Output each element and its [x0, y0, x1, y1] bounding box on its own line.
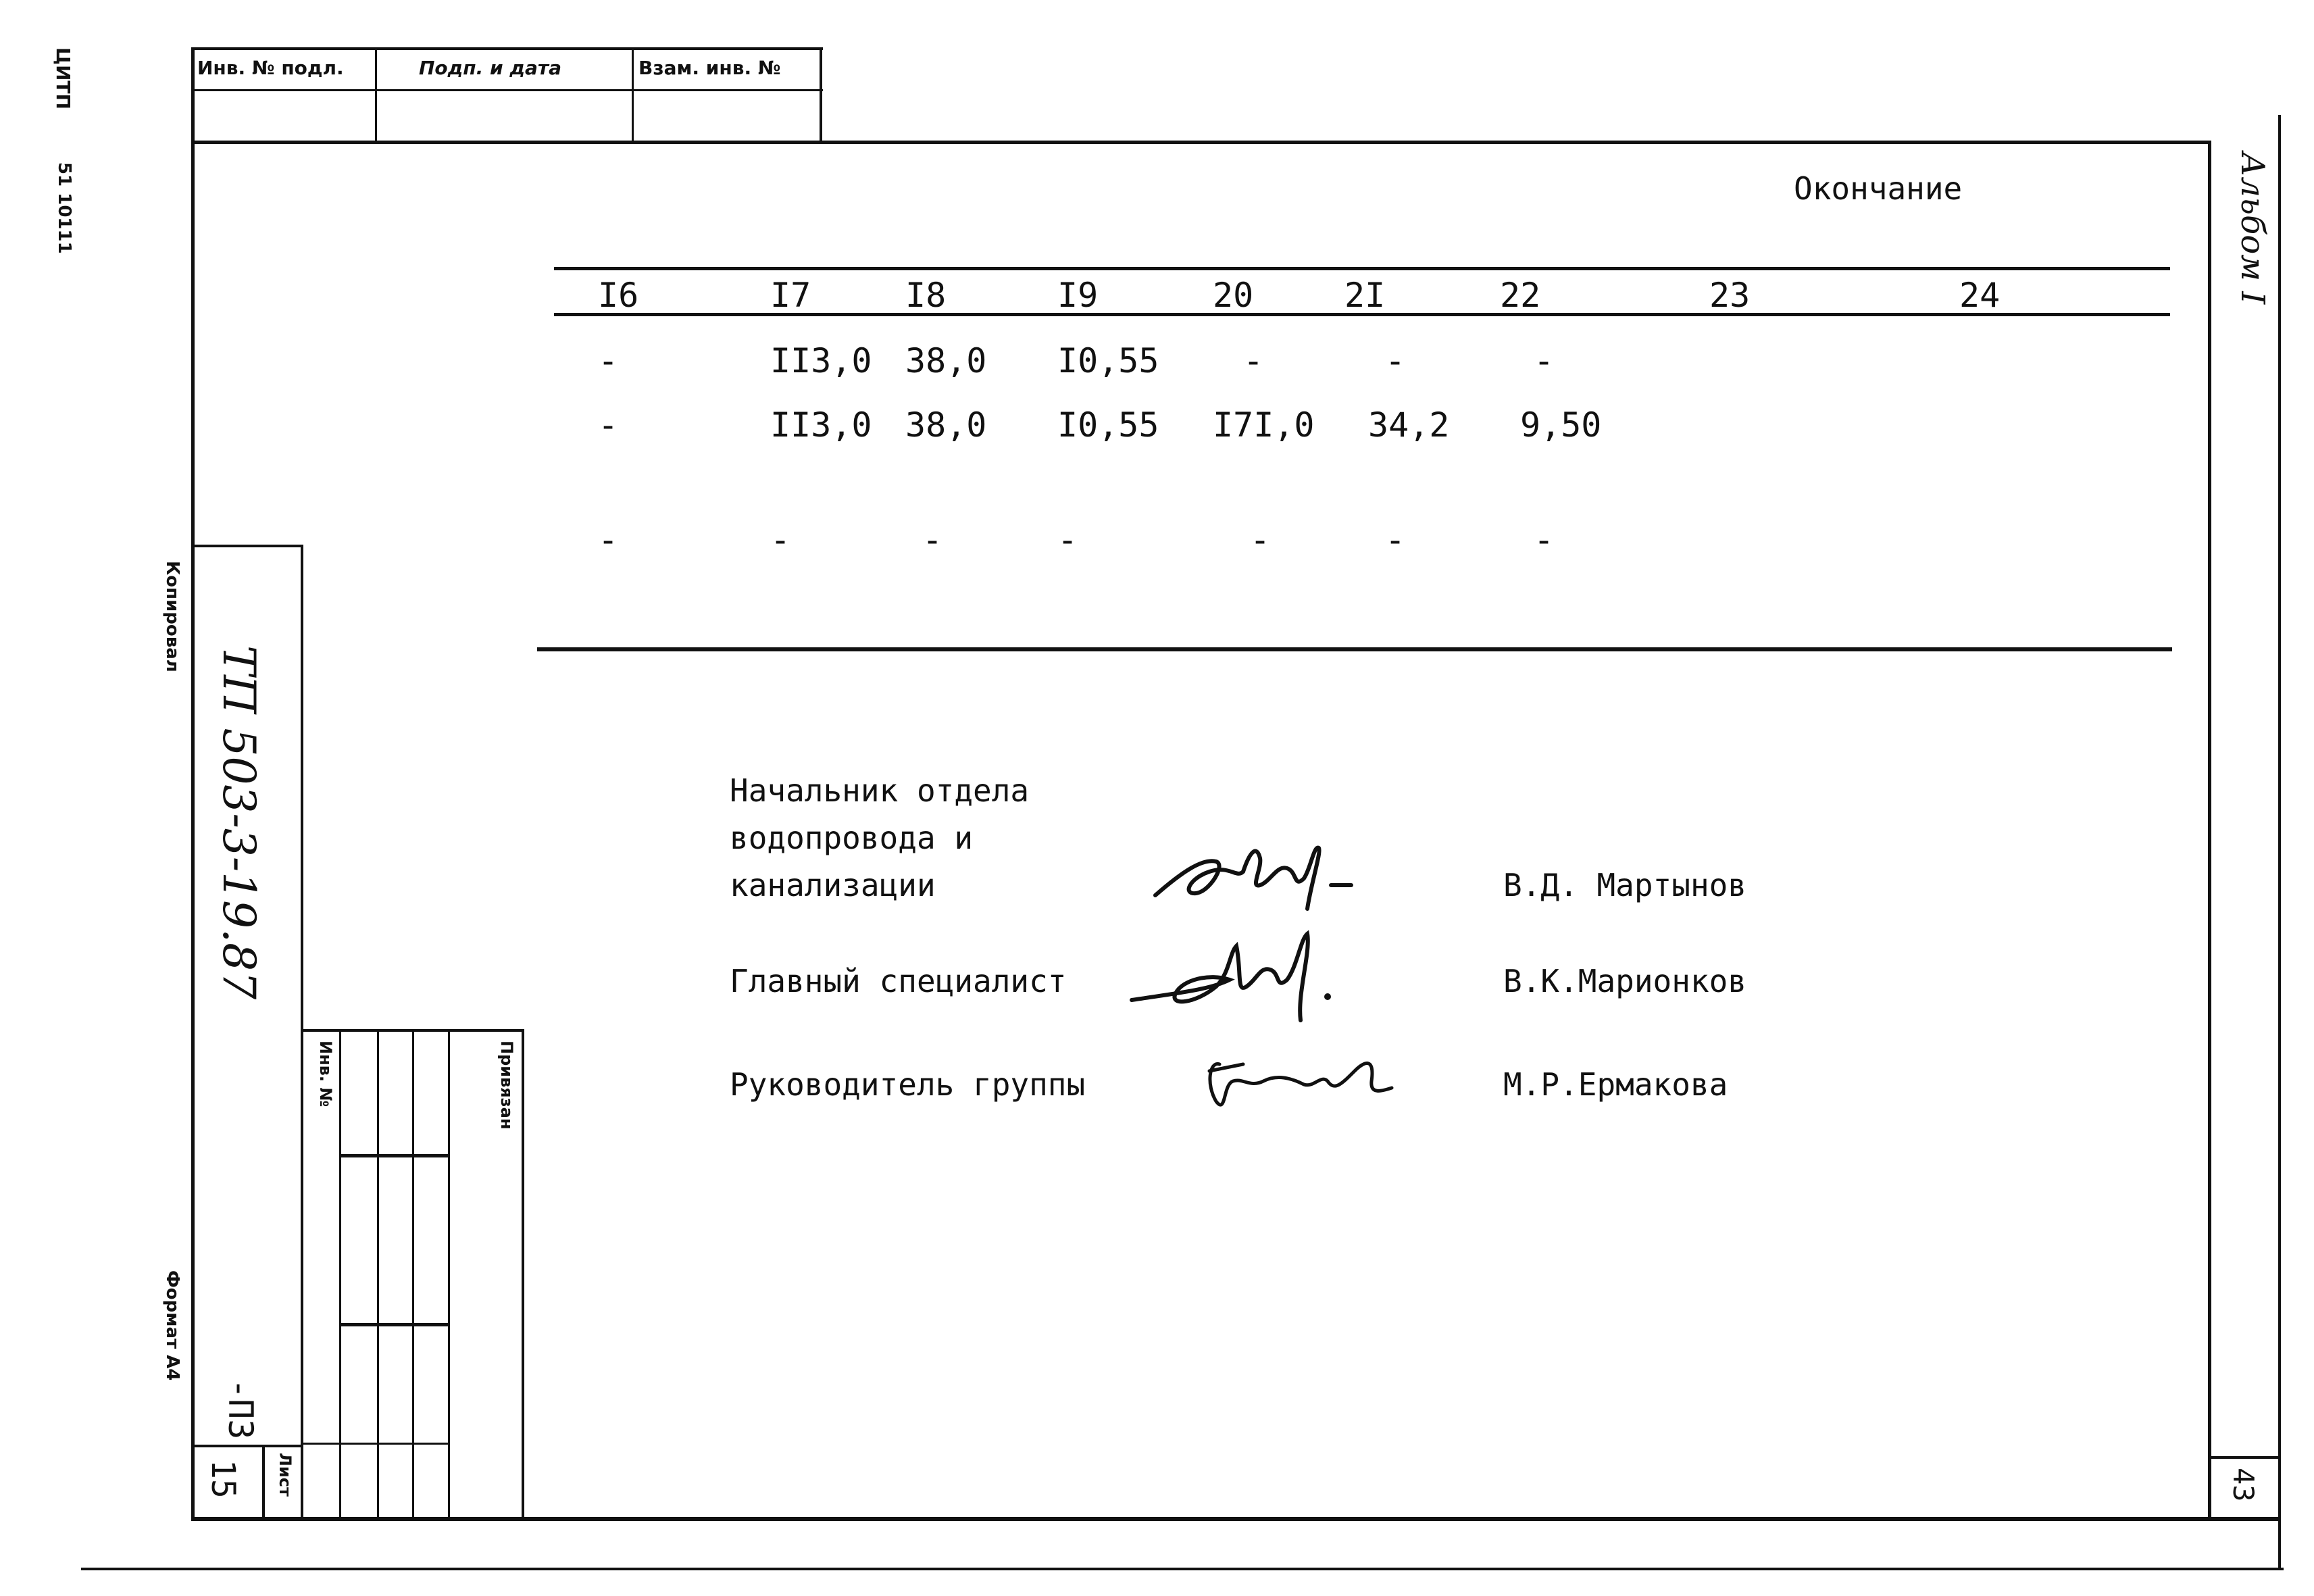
sig1-title-line1: Начальник отдела	[730, 772, 1030, 809]
page-box-top	[2208, 1456, 2281, 1459]
signature-marionkov	[1128, 926, 1358, 1027]
table-cell: -	[598, 405, 619, 445]
side-code: 51 10111	[54, 162, 74, 254]
grid-col1	[339, 1029, 341, 1520]
sheet-divider-h	[191, 1445, 303, 1447]
stamp-inv-podl: Инв. № подл.	[197, 57, 344, 79]
side-copied: Копировал	[162, 561, 182, 672]
sig2-title: Главный специалист	[730, 963, 1067, 999]
col-header: I6	[598, 276, 639, 315]
grid-col3	[412, 1029, 414, 1520]
col-header: I9	[1057, 276, 1099, 315]
titleblock-right	[301, 545, 303, 1520]
inv-no-label: Инв. №	[316, 1041, 335, 1107]
table-cell: I0,55	[1057, 341, 1159, 380]
table-cell: 38,0	[905, 341, 987, 380]
stamp-podp-data: Подп. и дата	[419, 57, 562, 79]
table-cell: 38,0	[905, 405, 987, 445]
page-number: 43	[2227, 1468, 2260, 1502]
section-code: -П3	[221, 1378, 260, 1440]
frame-bottom	[191, 1517, 2279, 1521]
sig2-name: В.К.Марионков	[1503, 963, 1747, 999]
sig1-name: В.Д. Мартынов	[1503, 867, 1747, 903]
outer-bottom-border	[81, 1568, 2284, 1570]
table-cell: -	[1534, 341, 1555, 380]
frame-left	[191, 47, 195, 1520]
sheet-label: Лист	[276, 1453, 295, 1497]
grid-col4	[448, 1029, 450, 1520]
stamp-divider	[191, 89, 823, 91]
table-cell: -	[598, 520, 619, 559]
col-header: 22	[1500, 276, 1541, 315]
table-top-rule	[554, 267, 2170, 270]
project-code: ТП 503-3-19.87	[213, 645, 265, 1000]
stamp-col1	[375, 47, 377, 142]
table-cell: -	[1250, 520, 1271, 559]
table-cell: -	[922, 520, 943, 559]
sheet-number: 15	[204, 1460, 242, 1499]
continuation-caption: Окончание	[1794, 170, 1963, 207]
table-cell: -	[1385, 341, 1406, 380]
sig3-name: М.Р.Ермакова	[1503, 1066, 1728, 1103]
stamp-top	[191, 47, 823, 50]
frame-top	[191, 141, 2211, 144]
col-header: 24	[1959, 276, 2001, 315]
privyazan-label: Привязан	[497, 1041, 516, 1130]
col-header: 2I	[1344, 276, 1386, 315]
grid-row2	[339, 1323, 450, 1326]
stamp-vzam-inv: Взам. инв. №	[638, 57, 781, 79]
titleblock-top	[191, 545, 303, 547]
table-cell: I0,55	[1057, 405, 1159, 445]
table-cell: -	[1385, 520, 1406, 559]
frame-right	[2208, 141, 2211, 1520]
col-header: 23	[1709, 276, 1751, 315]
side-org: ЦИТП	[52, 47, 74, 109]
table-cell: -	[1057, 520, 1078, 559]
col-header: I7	[770, 276, 811, 315]
col-header: 20	[1213, 276, 1254, 315]
stamp-col2	[632, 47, 634, 142]
table-bottom-rule	[537, 647, 2172, 651]
outer-right-border	[2278, 115, 2281, 1570]
grid-col2	[377, 1029, 379, 1520]
sheet-divider-v	[262, 1446, 265, 1520]
stamp-col3	[820, 47, 822, 142]
table-cell: -	[770, 520, 791, 559]
table-cell: II3,0	[770, 341, 872, 380]
table-cell: I7I,0	[1213, 405, 1315, 445]
grid-row3	[301, 1443, 450, 1445]
grid-row1	[339, 1154, 450, 1157]
signature-martynov	[1142, 831, 1365, 912]
side-format: Формат А4	[162, 1270, 182, 1381]
table-cell: II3,0	[770, 405, 872, 445]
sig1-title-line2: водопровода и	[730, 820, 974, 856]
table-cell: -	[1243, 341, 1264, 380]
col-header: I8	[905, 276, 947, 315]
table-cell: 9,50	[1520, 405, 1602, 445]
grid-col5	[522, 1029, 524, 1520]
signature-ermakova	[1196, 1044, 1412, 1125]
table-cell: -	[1534, 520, 1555, 559]
sig1-title-line3: канализации	[730, 867, 936, 903]
table-cell: -	[598, 341, 619, 380]
album-label: Альбом I	[2234, 152, 2271, 305]
sig3-title: Руководитель группы	[730, 1066, 1086, 1103]
table-cell: 34,2	[1368, 405, 1450, 445]
